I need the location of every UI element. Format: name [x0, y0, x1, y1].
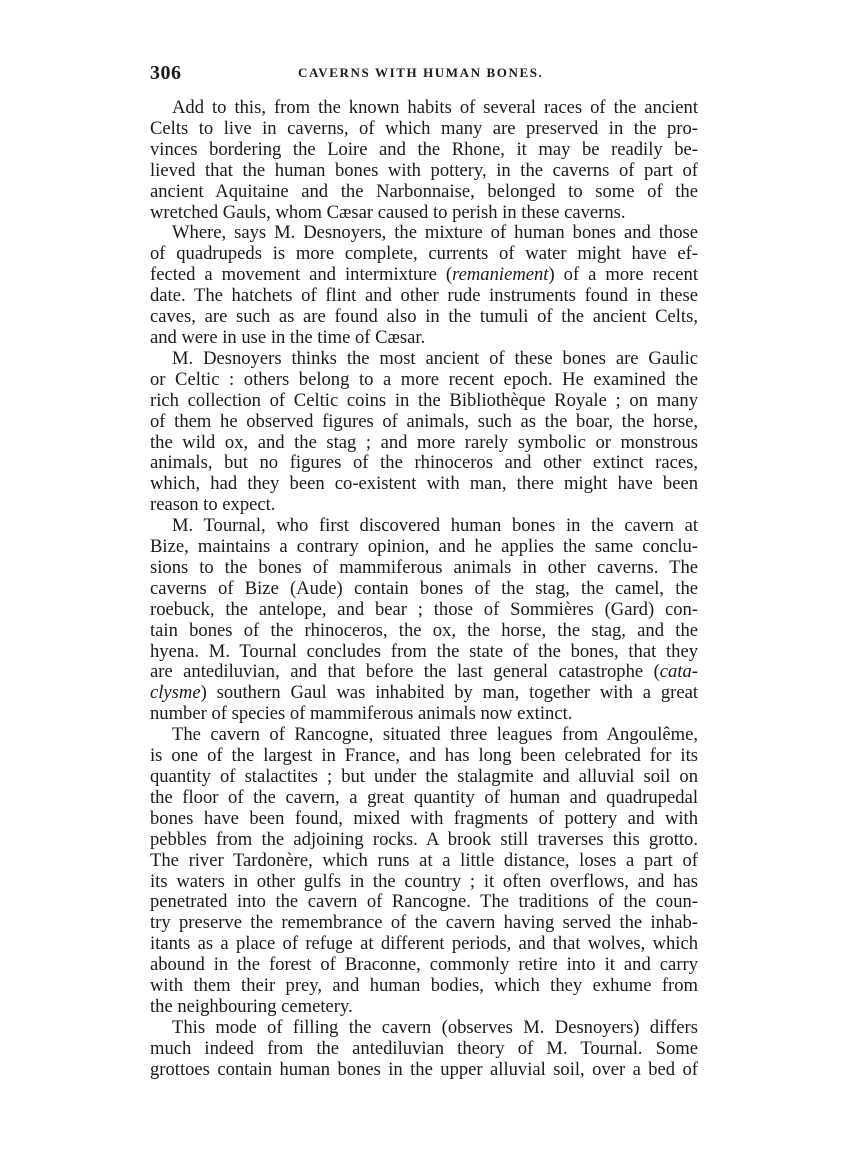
text-line: are antediluvian, and that before the last general catastrophe (cata-: [150, 661, 698, 683]
running-head: CAVERNS WITH HUMAN BONES.: [298, 65, 544, 80]
page-header: [150, 62, 700, 84]
text-line: of quadrupeds is more complete, currents of water might have ef-: [150, 243, 698, 265]
text-line: itants as a place of refuge at different periods, and that wolves, which: [150, 933, 698, 955]
text-line: The river Tardonère, which runs at a little distance, loses a part of: [150, 849, 698, 871]
text-line: The cavern of Rancogne, situated three leagues from Angoulême,: [172, 724, 698, 746]
text-line: date. The hatchets of flint and other rude instruments found in these: [150, 285, 698, 307]
text-line: Celts to live in caverns, of which many are preserved in the pro-: [150, 117, 698, 139]
text-line: tain bones of the rhinoceros, the ox, the horse, the stag, and the: [150, 619, 698, 641]
text-line: try preserve the remembrance of the cavern having served the inhab-: [150, 912, 698, 934]
text-line: caves, are such as are found also in the tumuli of the ancient Celts,: [150, 306, 698, 328]
paragraph: [150, 725, 698, 1018]
paragraph: [150, 1018, 698, 1081]
page-number: 306: [150, 62, 182, 84]
text-line: M. Desnoyers thinks the most ancient of these bones are Gaulic: [172, 347, 698, 369]
paragraph: [150, 516, 698, 725]
paragraph: [150, 98, 698, 223]
text-line: abound in the forest of Braconne, commonly retire into it and carry: [150, 954, 698, 976]
text-line: Bize, maintains a contrary opinion, and he applies the same conclu-: [150, 536, 698, 558]
text-line: the wild ox, and the stag ; and more rarely symbolic or monstrous: [150, 431, 698, 453]
text-line: of them he observed figures of animals, such as the boar, the horse,: [150, 410, 698, 432]
text-line: fected a movement and intermixture (remaniement) of a more recent: [150, 264, 698, 286]
text-line: grottoes contain human bones in the upper alluvial soil, over a bed of: [150, 1058, 698, 1080]
text-line: the neighbouring cemetery.: [150, 995, 353, 1017]
text-line: wretched Gauls, whom Cæsar caused to perish in these caverns.: [150, 201, 626, 223]
text-line: number of species of mammiferous animals now extinct.: [150, 703, 573, 725]
text-line: is one of the largest in France, and has long been celebrated for its: [150, 745, 698, 767]
text-line: Where, says M. Desnoyers, the mixture of human bones and those: [172, 222, 698, 244]
text-line: which, had they been co-existent with man, there might have been: [150, 473, 698, 495]
text-line: roebuck, the antelope, and bear ; those of Sommières (Gard) con-: [150, 598, 698, 620]
text-line: quantity of stalactites ; but under the stalagmite and alluvial soil on: [150, 766, 698, 787]
text-line: This mode of filling the cavern (observes M. Desnoyers) differs: [172, 1016, 698, 1038]
text-line: animals, but no figures of the rhinoceros and other extinct races,: [150, 452, 698, 474]
text-line: pebbles from the adjoining rocks. A brook still traverses this grotto.: [150, 828, 698, 850]
text-line: hyena. M. Tournal concludes from the state of the bones, that they: [150, 640, 698, 662]
text-line: caverns of Bize (Aude) contain bones of the stag, the camel, the: [150, 577, 698, 599]
paragraph: [150, 223, 698, 348]
text-line: vinces bordering the Loire and the Rhone, it may be readily be-: [150, 138, 698, 160]
text-line: lieved that the human bones with pottery, in the caverns of part of: [150, 159, 698, 181]
text-line: ancient Aquitaine and the Narbonnaise, belonged to some of the: [150, 180, 698, 202]
body-text: [150, 98, 698, 1081]
text-line: the floor of the cavern, a great quantity of human and quadrupedal: [150, 786, 698, 808]
text-line: clysme) southern Gaul was inhabited by man, together with a great: [150, 682, 698, 704]
text-line: rich collection of Celtic coins in the Bibliothèque Royale ; on many: [150, 389, 698, 411]
text-line: M. Tournal, who first discovered human bones in the cavern at: [172, 515, 698, 537]
text-line: or Celtic : others belong to a more recent epoch. He examined the: [150, 368, 698, 390]
text-line: Add to this, from the known habits of several races of the ancient: [172, 97, 698, 118]
text-line: much indeed from the antediluvian theory of M. Tournal. Some: [150, 1037, 698, 1059]
text-line: its waters in other gulfs in the country ; it often overflows, and has: [150, 870, 698, 892]
text-line: with them their prey, and human bodies, which they exhume from: [150, 975, 698, 997]
text-line: sions to the bones of mammiferous animals in other caverns. The: [150, 556, 698, 578]
text-line: and were in use in the time of Cæsar.: [150, 326, 426, 348]
text-line: bones have been found, mixed with fragments of pottery and with: [150, 807, 698, 829]
paragraph: [150, 349, 698, 516]
text-line: reason to expect.: [150, 494, 276, 516]
text-line: penetrated into the cavern of Rancogne. The traditions of the coun-: [150, 891, 698, 913]
